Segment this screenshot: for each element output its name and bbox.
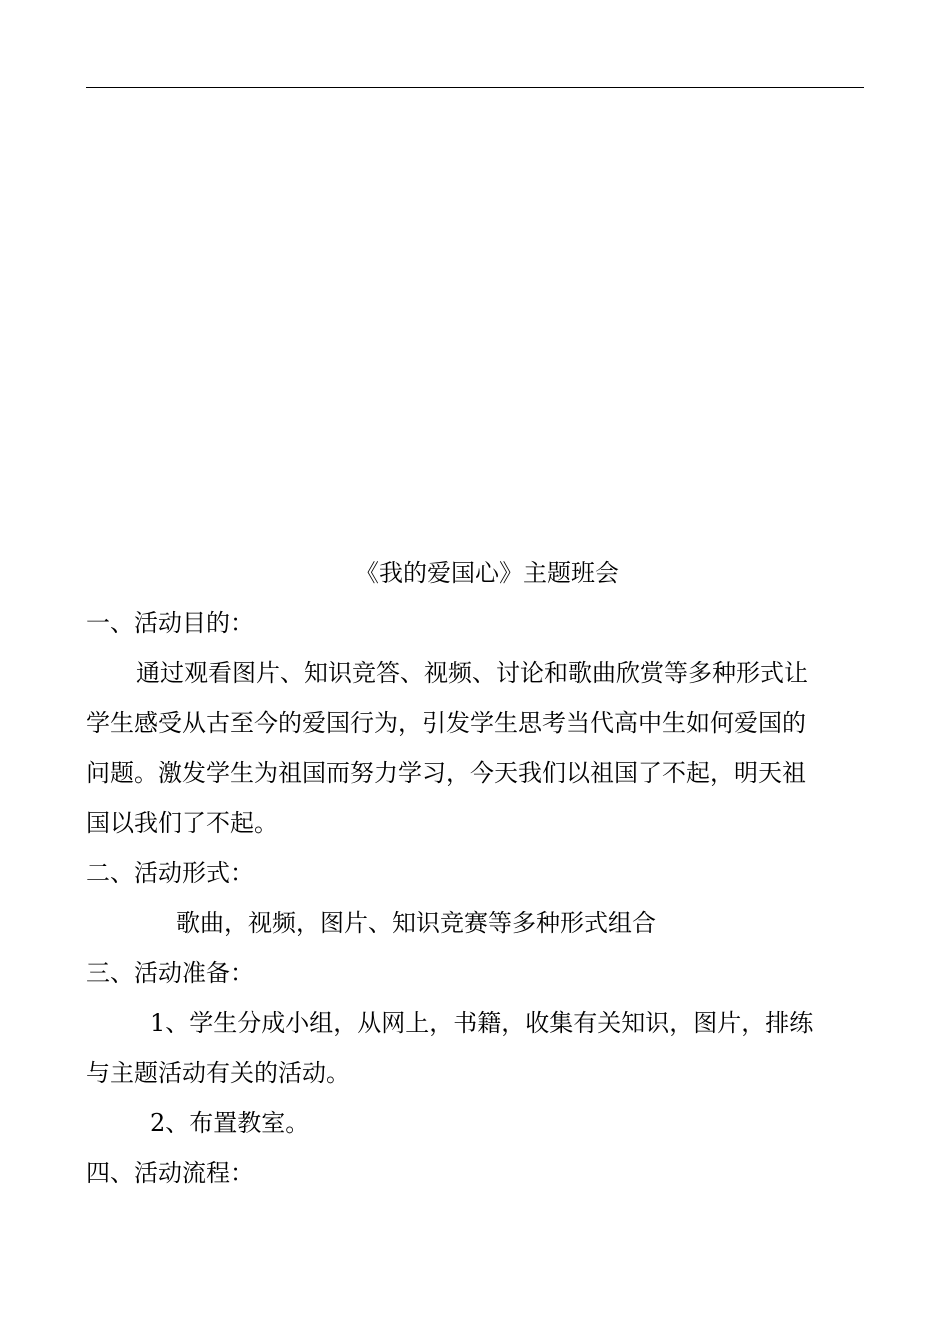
purpose-paragraph-line-4: 国以我们了不起。: [86, 809, 278, 837]
section-heading-process: 四、活动流程：: [86, 1159, 254, 1187]
section-heading-form: 二、活动形式：: [86, 859, 254, 887]
purpose-paragraph-line-2: 学生感受从古至今的爱国行为，引发学生思考当代高中生如何爱国的: [86, 709, 806, 737]
section-heading-preparation: 三、活动准备：: [86, 959, 254, 987]
preparation-item-1-line-2: 与主题活动有关的活动。: [86, 1059, 350, 1087]
preparation-item-1-line-1: 1、学生分成小组，从网上，书籍，收集有关知识，图片，排练: [150, 1009, 814, 1037]
purpose-paragraph-line-3: 问题。激发学生为祖国而努力学习，今天我们以祖国了不起，明天祖: [86, 759, 806, 787]
document-title: 《我的爱国心》主题班会: [355, 559, 619, 587]
preparation-item-2: 2、布置教室。: [150, 1109, 310, 1137]
section-heading-purpose: 一、活动目的：: [86, 609, 254, 637]
form-paragraph: 歌曲，视频，图片、知识竞赛等多种形式组合: [176, 909, 656, 937]
purpose-paragraph-line-1: 通过观看图片、知识竞答、视频、讨论和歌曲欣赏等多种形式让: [136, 659, 808, 687]
header-rule: [86, 87, 864, 88]
